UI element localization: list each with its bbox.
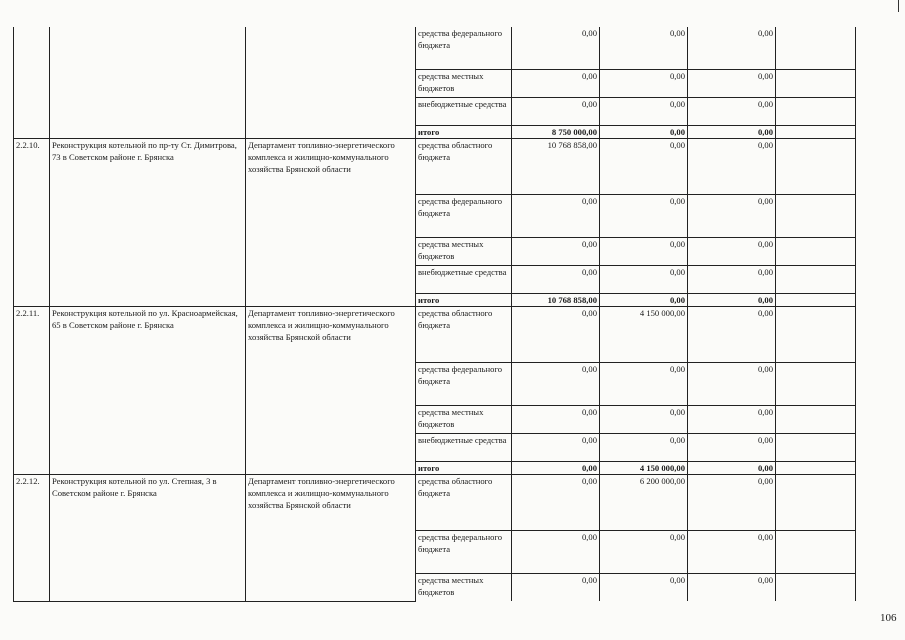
extra-column-cell: [776, 474, 856, 530]
funding-source-cell: итого: [416, 125, 512, 138]
funding-source-cell: средства областного бюджета: [416, 306, 512, 362]
extra-column-cell: [776, 530, 856, 573]
project-name-cell: Реконструкция котельной по ул. Красноармейская, 65 в Советском районе г. Брянска: [50, 306, 246, 474]
extra-column-cell: [776, 237, 856, 265]
amount-year3-cell: 0,00: [688, 306, 776, 362]
funding-source-cell: средства местных бюджетов: [416, 405, 512, 433]
table-row: [14, 27, 856, 69]
amount-year1-cell: 0,00: [512, 306, 600, 362]
amount-year1-cell: 0,00: [512, 530, 600, 573]
amount-year1-cell: 0,00: [512, 69, 600, 97]
amount-year2-cell: 6 200 000,00: [600, 474, 688, 530]
item-number-cell: 2.2.10.: [14, 138, 50, 306]
amount-year2-cell: 0,00: [600, 194, 688, 237]
project-name-cell: Реконструкция котельной по пр-ту Ст. Димитрова, 73 в Советском районе г. Брянска: [50, 138, 246, 306]
extra-column-cell: [776, 573, 856, 601]
amount-year3-cell: 0,00: [688, 237, 776, 265]
executor-cell: [246, 27, 416, 138]
funding-source-cell: внебюджетные средства: [416, 97, 512, 125]
table-row: [14, 306, 856, 362]
item-number-cell: 2.2.11.: [14, 306, 50, 474]
page-edge-mark: [898, 0, 899, 12]
funding-source-cell: средства местных бюджетов: [416, 69, 512, 97]
amount-year3-cell: 0,00: [688, 293, 776, 306]
amount-year1-cell: 0,00: [512, 265, 600, 293]
amount-year1-cell: 0,00: [512, 194, 600, 237]
amount-year1-cell: 0,00: [512, 237, 600, 265]
amount-year1-cell: 0,00: [512, 405, 600, 433]
extra-column-cell: [776, 27, 856, 69]
table-row: [14, 138, 856, 194]
extra-column-cell: [776, 293, 856, 306]
amount-year2-cell: 0,00: [600, 530, 688, 573]
project-name-cell: [50, 27, 246, 138]
amount-year2-cell: 0,00: [600, 573, 688, 601]
amount-year1-cell: 0,00: [512, 27, 600, 69]
amount-year2-cell: 0,00: [600, 125, 688, 138]
amount-year1-cell: 0,00: [512, 362, 600, 405]
amount-year3-cell: 0,00: [688, 138, 776, 194]
amount-year2-cell: 0,00: [600, 138, 688, 194]
funding-source-cell: средства федерального бюджета: [416, 530, 512, 573]
amount-year2-cell: 0,00: [600, 27, 688, 69]
amount-year3-cell: 0,00: [688, 433, 776, 461]
amount-year1-cell: 0,00: [512, 474, 600, 530]
amount-year3-cell: 0,00: [688, 474, 776, 530]
page-number: 106: [880, 612, 897, 624]
extra-column-cell: [776, 461, 856, 474]
funding-source-cell: средства местных бюджетов: [416, 237, 512, 265]
amount-year2-cell: 4 150 000,00: [600, 306, 688, 362]
funding-table-body: [14, 27, 856, 601]
amount-year3-cell: 0,00: [688, 194, 776, 237]
funding-source-cell: итого: [416, 461, 512, 474]
funding-source-cell: итого: [416, 293, 512, 306]
extra-column-cell: [776, 125, 856, 138]
executor-cell: Департамент топливно-энергетического комплекса и жилищно-коммунального хозяйства Брянской области: [246, 138, 416, 306]
executor-cell: Департамент топливно-энергетического комплекса и жилищно-коммунального хозяйства Брянской области: [246, 306, 416, 474]
funding-source-cell: средства областного бюджета: [416, 138, 512, 194]
extra-column-cell: [776, 265, 856, 293]
amount-year3-cell: 0,00: [688, 530, 776, 573]
amount-year3-cell: 0,00: [688, 461, 776, 474]
funding-source-cell: средства федерального бюджета: [416, 27, 512, 69]
funding-table: [13, 27, 856, 602]
funding-source-cell: внебюджетные средства: [416, 265, 512, 293]
amount-year2-cell: 0,00: [600, 293, 688, 306]
extra-column-cell: [776, 138, 856, 194]
amount-year1-cell: 10 768 858,00: [512, 293, 600, 306]
amount-year3-cell: 0,00: [688, 405, 776, 433]
amount-year1-cell: 0,00: [512, 461, 600, 474]
table-row: [14, 474, 856, 530]
amount-year1-cell: 0,00: [512, 97, 600, 125]
amount-year3-cell: 0,00: [688, 125, 776, 138]
amount-year2-cell: 0,00: [600, 237, 688, 265]
executor-cell: Департамент топливно-энергетического комплекса и жилищно-коммунального хозяйства Брянской области: [246, 474, 416, 601]
funding-source-cell: внебюджетные средства: [416, 433, 512, 461]
funding-source-cell: средства областного бюджета: [416, 474, 512, 530]
extra-column-cell: [776, 405, 856, 433]
amount-year1-cell: 0,00: [512, 573, 600, 601]
item-number-cell: [14, 27, 50, 138]
extra-column-cell: [776, 433, 856, 461]
project-name-cell: Реконструкция котельной по ул. Степная, 3 в Советском районе г. Брянска: [50, 474, 246, 601]
amount-year3-cell: 0,00: [688, 27, 776, 69]
extra-column-cell: [776, 306, 856, 362]
amount-year2-cell: 0,00: [600, 405, 688, 433]
amount-year3-cell: 0,00: [688, 69, 776, 97]
amount-year2-cell: 0,00: [600, 433, 688, 461]
amount-year3-cell: 0,00: [688, 362, 776, 405]
extra-column-cell: [776, 362, 856, 405]
funding-source-cell: средства федерального бюджета: [416, 194, 512, 237]
amount-year1-cell: 0,00: [512, 433, 600, 461]
amount-year2-cell: 4 150 000,00: [600, 461, 688, 474]
amount-year2-cell: 0,00: [600, 362, 688, 405]
amount-year3-cell: 0,00: [688, 97, 776, 125]
extra-column-cell: [776, 194, 856, 237]
funding-source-cell: средства местных бюджетов: [416, 573, 512, 601]
amount-year2-cell: 0,00: [600, 265, 688, 293]
extra-column-cell: [776, 97, 856, 125]
amount-year1-cell: 8 750 000,00: [512, 125, 600, 138]
amount-year1-cell: 10 768 858,00: [512, 138, 600, 194]
amount-year3-cell: 0,00: [688, 573, 776, 601]
funding-source-cell: средства федерального бюджета: [416, 362, 512, 405]
extra-column-cell: [776, 69, 856, 97]
amount-year2-cell: 0,00: [600, 69, 688, 97]
amount-year2-cell: 0,00: [600, 97, 688, 125]
amount-year3-cell: 0,00: [688, 265, 776, 293]
item-number-cell: 2.2.12.: [14, 474, 50, 601]
